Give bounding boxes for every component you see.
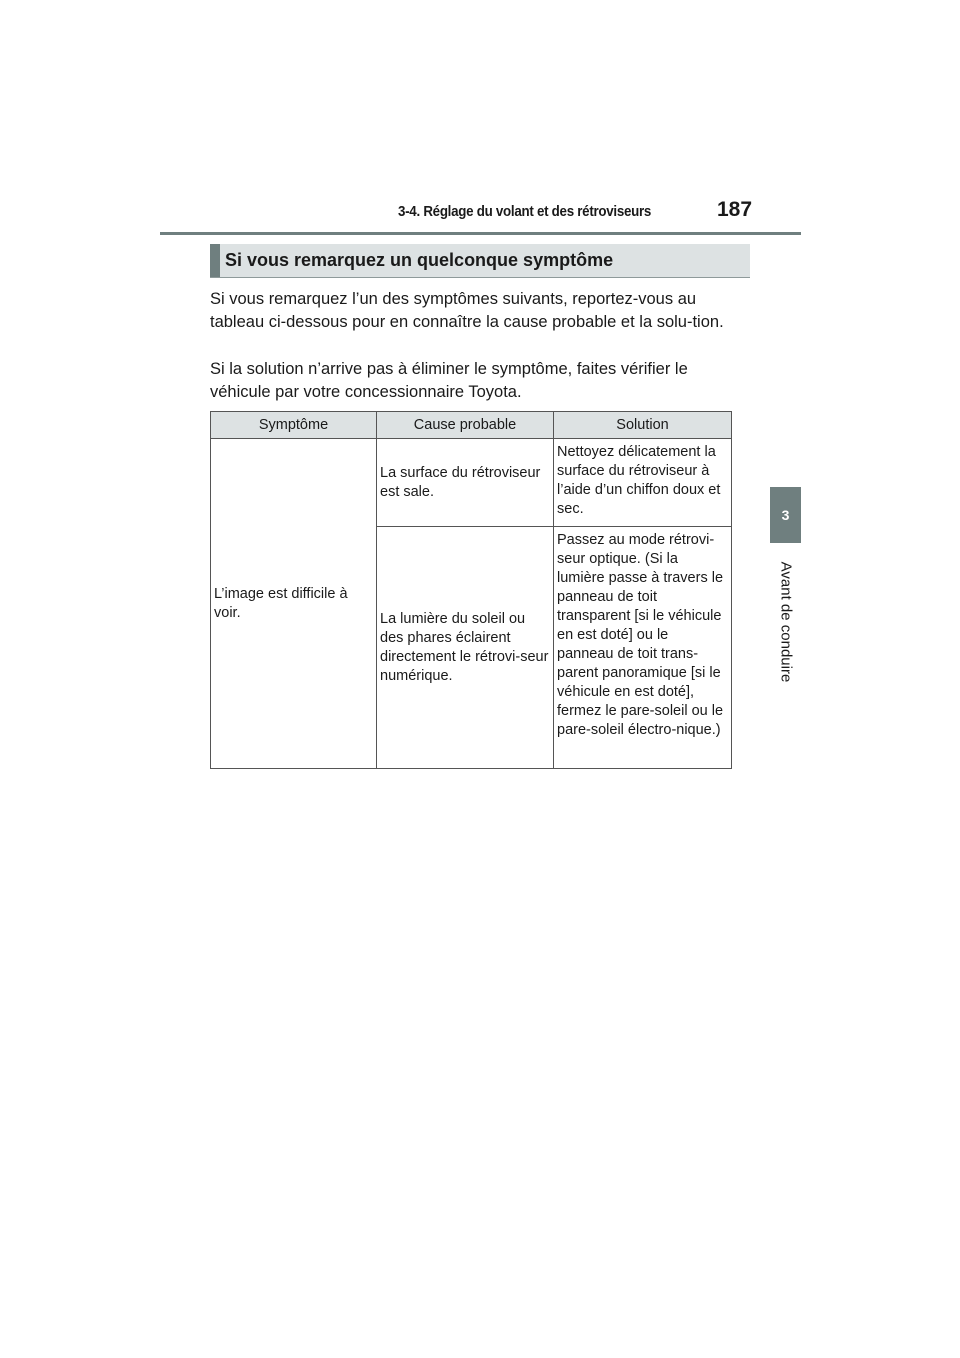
symptom-table: [210, 411, 732, 769]
header-divider: [160, 232, 801, 235]
page-number: 187: [717, 198, 753, 221]
advice-paragraph: Si la solution n’arrive pas à éliminer le symptôme, faites vérifier le véhicule par votre concessionnaire Toyota.: [210, 360, 688, 401]
header-cause: Cause probable: [377, 412, 554, 439]
header-symptom: Symptôme: [211, 412, 377, 439]
solution-cell: Nettoyez délicatement la surface du rétroviseur à l’aide d’un chiffon doux et sec.: [554, 439, 732, 527]
cause-cell: La lumière du soleil ou des phares éclairent directement le rétrovi-seur numérique.: [377, 527, 554, 769]
chapter-tab: [770, 487, 801, 543]
solution-cell: Passez au mode rétrovi-seur optique. (Si la lumière passe à travers le panneau de toit transparent [si le véhicule en est doté] ou le panneau de toit trans-parent panoramique [si le véhicule en est doté], fermez le pare-soleil ou le pare-soleil électro-nique.): [554, 527, 732, 769]
intro-paragraph: Si vous remarquez l’un des symptômes suivants, reportez-vous au tableau ci-dessous pour en connaître la cause probable et la solu-tion.: [210, 290, 724, 331]
symptom-table-wrapper: [210, 411, 732, 769]
cause-cell: La surface du rétroviseur est sale.: [377, 439, 554, 527]
chapter-label: Avant de conduire: [777, 561, 795, 683]
table-row: [211, 439, 732, 527]
header-section-title: 3-4. Réglage du volant et des rétroviseurs: [398, 204, 652, 220]
section-heading: [210, 244, 750, 278]
table-header-row: [211, 412, 732, 439]
header-solution: Solution: [554, 412, 732, 439]
section-heading-title: Si vous remarquez un quelconque symptôme: [225, 250, 614, 270]
chapter-number: 3: [781, 507, 790, 523]
symptom-cell: L’image est difficile à voir.: [211, 439, 377, 769]
heading-accent-bar: [210, 244, 220, 277]
